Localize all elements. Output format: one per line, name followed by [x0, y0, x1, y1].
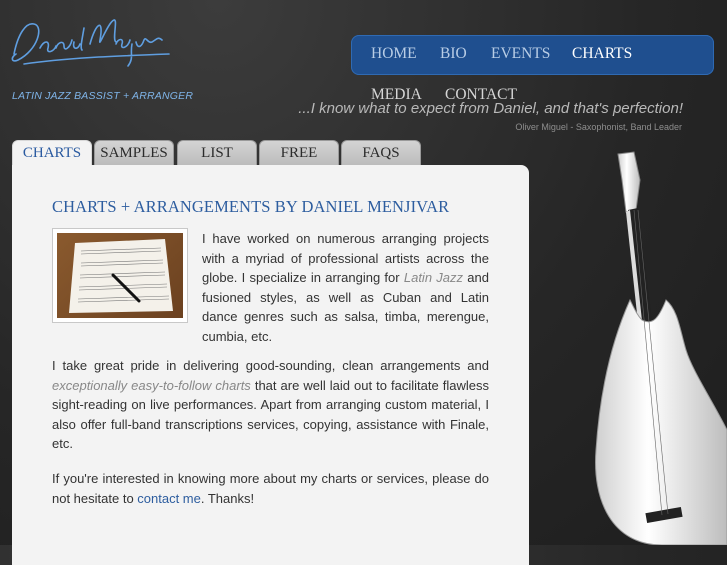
contact-me-link[interactable]: contact me [137, 490, 201, 506]
intro-text-2: and fusioned styles, as well as Cuban and Latin dance genres such as salsa, timba, merengue, cumbia, etc. [202, 270, 489, 344]
site-logo[interactable] [4, 14, 194, 102]
testimonial-quote: ...I know what to expect from Daniel, and that's perfection! [298, 100, 683, 117]
services-paragraph [52, 356, 489, 454]
tab-charts[interactable]: CHARTS [12, 140, 92, 166]
nav-media[interactable]: MEDIA [371, 86, 422, 103]
tab-faqs[interactable]: FAQS [341, 140, 421, 165]
contact-paragraph [52, 469, 489, 508]
intro-paragraph [50, 229, 489, 346]
intro-text-1: I have worked on numerous arranging projects with a myriad of professional artists across the globe. I specialize in arranging for [202, 231, 489, 285]
nav-contact[interactable]: CONTACT [445, 86, 517, 103]
main-nav [351, 35, 714, 75]
nav-home[interactable]: HOME [371, 45, 417, 62]
content-panel [12, 165, 529, 565]
electric-upright-bass-image [582, 150, 727, 545]
services-text-2: that are well laid out to facilitate flawless sight-reading on live performances. Apart from arranging custom material, I also offer full-band transcriptions services, copying, assistance with Finale, etc. [52, 377, 489, 451]
logo-tagline: LATIN JAZZ BASSIST + ARRANGER [12, 90, 194, 102]
services-text-1: I take great pride in delivering good-sounding, clean arrangements and [52, 358, 489, 373]
nav-bio[interactable]: BIO [440, 45, 467, 62]
testimonial-author: Oliver Miguel - Saxophonist, Band Leader [515, 122, 682, 132]
page-title: CHARTS + ARRANGEMENTS BY DANIEL MENJIVAR [52, 197, 450, 216]
contact-text-1: If you're interested in knowing more about my charts or services, please do not hesitate to [52, 471, 489, 506]
contact-text-2: . Thanks! [200, 490, 255, 506]
tab-free[interactable]: FREE [259, 140, 339, 165]
latin-jazz-highlight: Latin Jazz [403, 270, 464, 285]
nav-charts[interactable]: CHARTS [572, 45, 633, 62]
easy-charts-highlight: exceptionally easy-to-follow charts [52, 377, 251, 393]
signature-logo [4, 14, 174, 76]
nav-events[interactable]: EVENTS [491, 45, 551, 62]
tab-samples[interactable]: SAMPLES [94, 140, 174, 165]
tab-list[interactable]: LIST [177, 140, 257, 165]
